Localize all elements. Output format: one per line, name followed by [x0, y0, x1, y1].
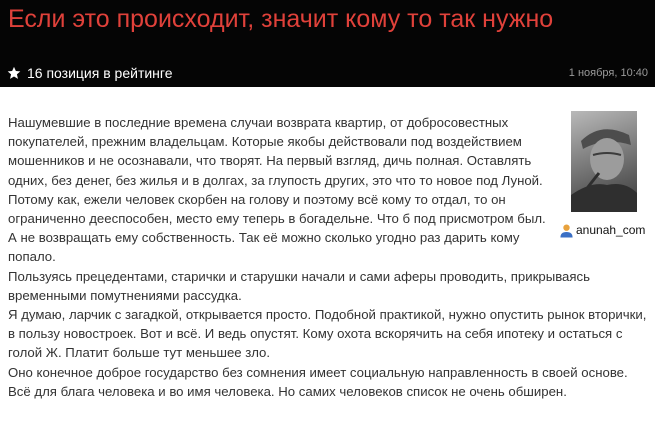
- star-icon: [7, 66, 21, 80]
- rating-position[interactable]: [7, 64, 173, 82]
- post-title[interactable]: Если это происходит, значит кому то так нужно: [8, 5, 554, 33]
- post-paragraph: Оно конечное доброе государство без сомнения имеет социальную направленность в своей основе. Всё для блага человека и во имя человека. Но самих человеков список не очень обширен.: [8, 364, 628, 399]
- post-date: 1 ноября, 10:40: [568, 67, 648, 79]
- rating-text: 16 позиция в рейтинге: [27, 65, 173, 81]
- post-header: [0, 0, 655, 87]
- post-paragraph: Я думаю, ларчик с загадкой, открывается просто. Подобной практикой, нужно опустить рынок вторички, в пользу новостроек. Вот и всё. И ведь опустят. Кому охота вскорячить на себя ипотеку и остаться с голой Ж. Платит больше тут меньшее зло.: [8, 307, 647, 361]
- post-paragraph: Нашумевшие в последние времена случаи возврата квартир, от добросовестных покупателей, прежним владельцам. Которые якобы действовали под воздействием мошенников и не осознавали, что творят. На первый взгляд, дичь полная. Оставлять одних, без денег, без жилья и в долгах, за глупость других, это что то новое под Луной. Потому как, ежели человек скорбен на голову и поэтому всё кому то отдал, то он ограниченно дееспособен, место ему теперь в богадельне. Что б под присмотром был. А не возвращать ему собственность. Так её можно сколько угодно раз дарить кому попало.: [8, 115, 546, 265]
- post-body: [8, 113, 648, 401]
- post-paragraph: Пользуясь прецедентами, старички и старушки начали и сами аферы проводить, прикрываясь временными помутнениями рассудка.: [8, 268, 590, 303]
- author-username: anunah_com: [576, 223, 646, 237]
